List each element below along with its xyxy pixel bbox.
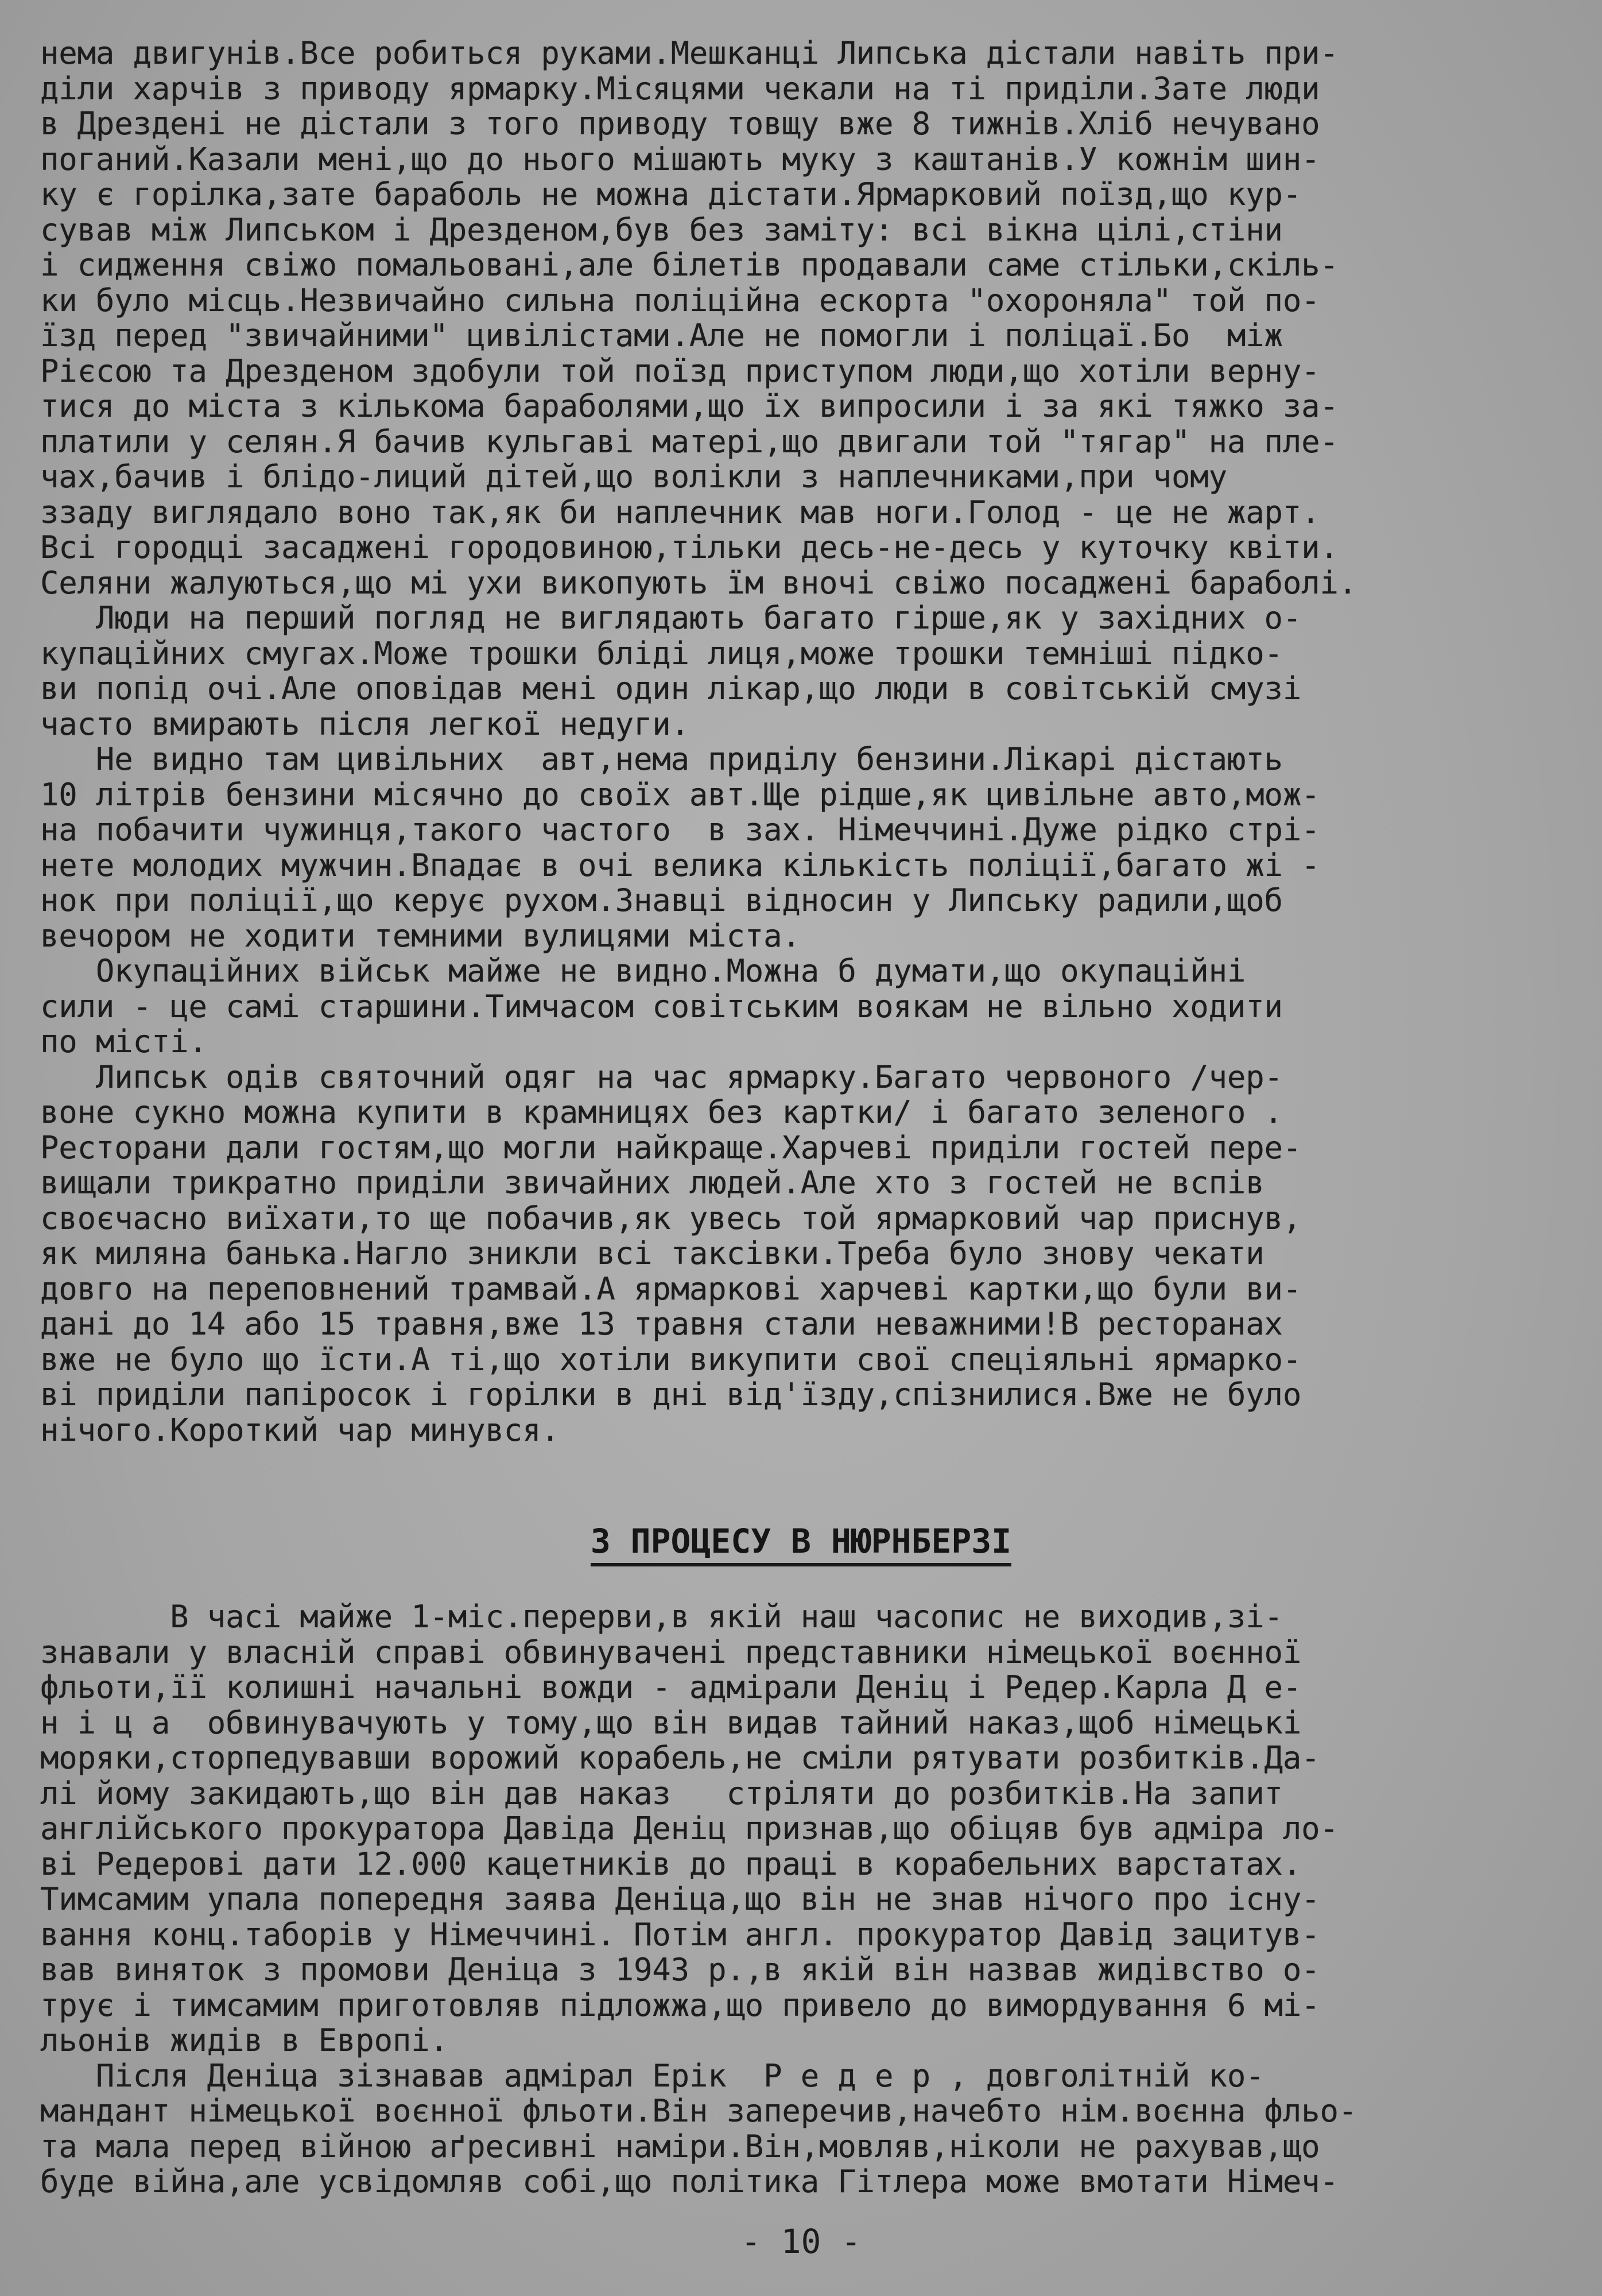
section-heading — [0, 1521, 1602, 1561]
page-number: - 10 - — [740, 2222, 862, 2261]
body-text-bottom: В часі майже 1-міс.перерви,в якій наш часопис не виходив,зі- знавали у власній справі обвинувачені представники німецької воєнної фльоти,її колишні начальні вожди - адмірали Деніц і Редер.Карла Д е- н і ц а обвинувачують у тому,що він видав тайний наказ,щоб німецькі моряки,сторпедувавши ворожий корабель,не сміли рятувати розбитків.Да- лі йому закидають,що він дав наказ стріляти до розбитків.На запит англійського прокуратора Давіда Деніц признав,що обіцяв був адміра ло- ві Редерові дати 12.000 кацетників до праці в корабельних варстатах. Тимсамим упала попередня заява Деніца,що він не знав нічого про існу- вання конц.таборів у Німеччині. Потім англ. прокуратор Давід зацитув- вав виняток з промови Деніца з 1943 р.,в якій він назвав жидівство о- трує і тимсамим приготовляв підложжа,що привело до вимордування 6 мі- льонів жидів в Европі. Після Деніца зізнавав адмірал Ерік Р е д е р , довголітній ко- мандант німецької воєнної фльоти.Він заперечив,начебто нім.воєнна фльо- та мала перед війною аґресивні наміри.Він,мовляв,ніколи не рахував,що буде війна,але усвідомляв собі,що політика Гітлера може вмотати Німеч- — [40, 1599, 1357, 2200]
section-heading-text: З ПРОЦЕСУ В НЮРНБЕРЗІ — [591, 1522, 1011, 1566]
body-text-top: нема двигунів.Все робиться руками.Мешканці Липська дістали навіть при- діли харчів з приводу ярмарку.Місяцями чекали на ті приділи.Зате люди в Дрездені не дістали з того приводу товщу вже 8 тижнів.Хліб нечувано поганий.Казали мені,що до нього мішають муку з каштанів.У кожнім шин- ку є горілка,зате бараболь не можна дістати.Ярмарковий поїзд,що кур- сував між Липськом і Дрезденом,був без заміту: всі вікна цілі,стіни і сидження свіжо помальовані,але білетів продавали саме стільки,скіль- ки було місць.Незвичайно сильна поліційна ескорта "охороняла" той по- їзд перед "звичайними" цивілістами.Але не помогли і поліцаї.Бо між Рієсою та Дрезденом здобули той поїзд приступом люди,що хотіли верну- тися до міста з кількома бараболями,що їх випросили і за які тяжко за- платили у селян.Я бачив кульгаві матері,що двигали той "тягар" на пле- чах,бачив і блідо-лиций дітей,що волікли з наплечниками,при чому ззаду виглядало воно так,як би наплечник мав ноги.Голод - це не жарт. Всі городці засаджені городовиною,тільки десь-не-десь у куточку квіти. Селяни жалуються,що мі ухи викопують їм вночі свіжо посаджені бараболі. Люди на перший погляд не виглядають багато гірше,як у західних о- купаційних смугах.Може трошки бліді лиця,може трошки темніші підко- ви попід очі.Але оповідав мені один лікар,що люди в совітській смузі часто вмирають після легкої недуги. Не видно там цивільних авт,нема приділу бензини.Лікарі дістають 10 літрів бензини місячно до своїх авт.Ще рідше,як цивільне авто,мож- на побачити чужинця,такого частого в зах. Німеччині.Дуже рідко стрі- нете молодих мужчин.Впадає в очі велика кількість поліції,багато жі - нок при поліції,що керує рухом.Знавці відносин у Липську радили,щоб вечором не ходити темними вулицями міста. Окупаційних військ майже не видно.Можна б думати,що окупаційні сили - це самі старшини.Тимчасом совітським воякам не вільно ходити по місті. Липськ одів святочний одяг на час ярмарку.Багато червоного /чер- воне сукно можна купити в крамницях без картки/ і багато зеленого . Ресторани дали гостям,що могли найкраще.Харчеві приділи гостей пере- вищали трикратно приділи звичайних людей.Але хто з гостей не вспів своєчасно виїхати,то ще побачив,як увесь той ярмарковий чар приснув, як миляна банька.Нагло зникли всі таксівки.Треба було знову чекати довго на переповнений трамвай.А ярмаркові харчеві картки,що були ви- дані до 14 або 15 травня,вже 13 травня стали неважними!В ресторанах вже не було що їсти.А ті,що хотіли викупити свої спеціяльні ярмарко- ві приділи папіросок і горілки в дні від'їзду,спізнилися.Вже не було нічого.Короткий чар минувся. — [40, 35, 1357, 1448]
